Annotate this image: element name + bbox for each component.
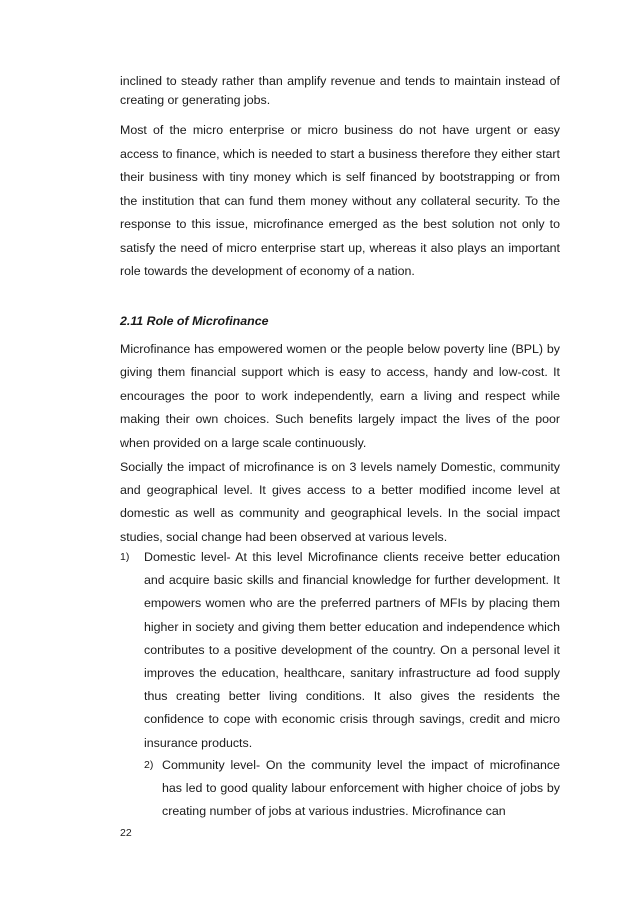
list-marker: 1) <box>120 551 130 563</box>
paragraph-social-impact: Socially the impact of microfinance is on 3 levels namely Domestic, community and geographical level. It gives access to a better modified income level at domestic as well as community and geographical levels. In the social impact studies, social change had been observed at various levels. <box>120 460 560 544</box>
list-item-community-level: Community level- On the community level the impact of microfinance has led to good quality labour enforcement with higher choice of jobs by creating number of jobs at various industries. Microfinance can <box>162 758 560 819</box>
paragraph-continuation: inclined to steady rather than amplify revenue and tends to maintain instead of creating or generating jobs. <box>120 74 560 107</box>
section-heading: 2.11 Role of Microfinance <box>120 314 269 328</box>
page-number: 22 <box>120 827 132 839</box>
paragraph-access-to-finance: Most of the micro enterprise or micro business do not have urgent or easy access to finance, which is needed to start a business therefore they either start their business with tiny money which is self financed by bootstrapping or from the institution that can fund them money without any collateral security. To the response to this issue, microfinance emerged as the best solution not only to satisfy the need of micro enterprise start up, whereas it also plays an important role towards the development of economy of a nation. <box>120 123 560 278</box>
list-marker: 2) <box>144 759 154 771</box>
list-item-domestic-level: Domestic level- At this level Microfinance clients receive better education and acquire basic skills and financial knowledge for further development. It empowers women who are the preferred partners of MFIs by placing them higher in society and giving them better education and independence which contributes to a positive development of the country. On a personal level it improves the education, healthcare, sanitary infrastructure ad food supply thus creating better living conditions. It also gives the residents the confidence to cope with economic crisis through savings, credit and micro insurance products. <box>144 550 560 750</box>
paragraph-role-of-microfinance: Microfinance has empowered women or the people below poverty line (BPL) by giving them financial support which is easy to access, handy and low-cost. It encourages the poor to work independently, earn a living and respect while making their own choices. Such benefits largely impact the lives of the poor when provided on a large scale continuously. <box>120 342 560 450</box>
